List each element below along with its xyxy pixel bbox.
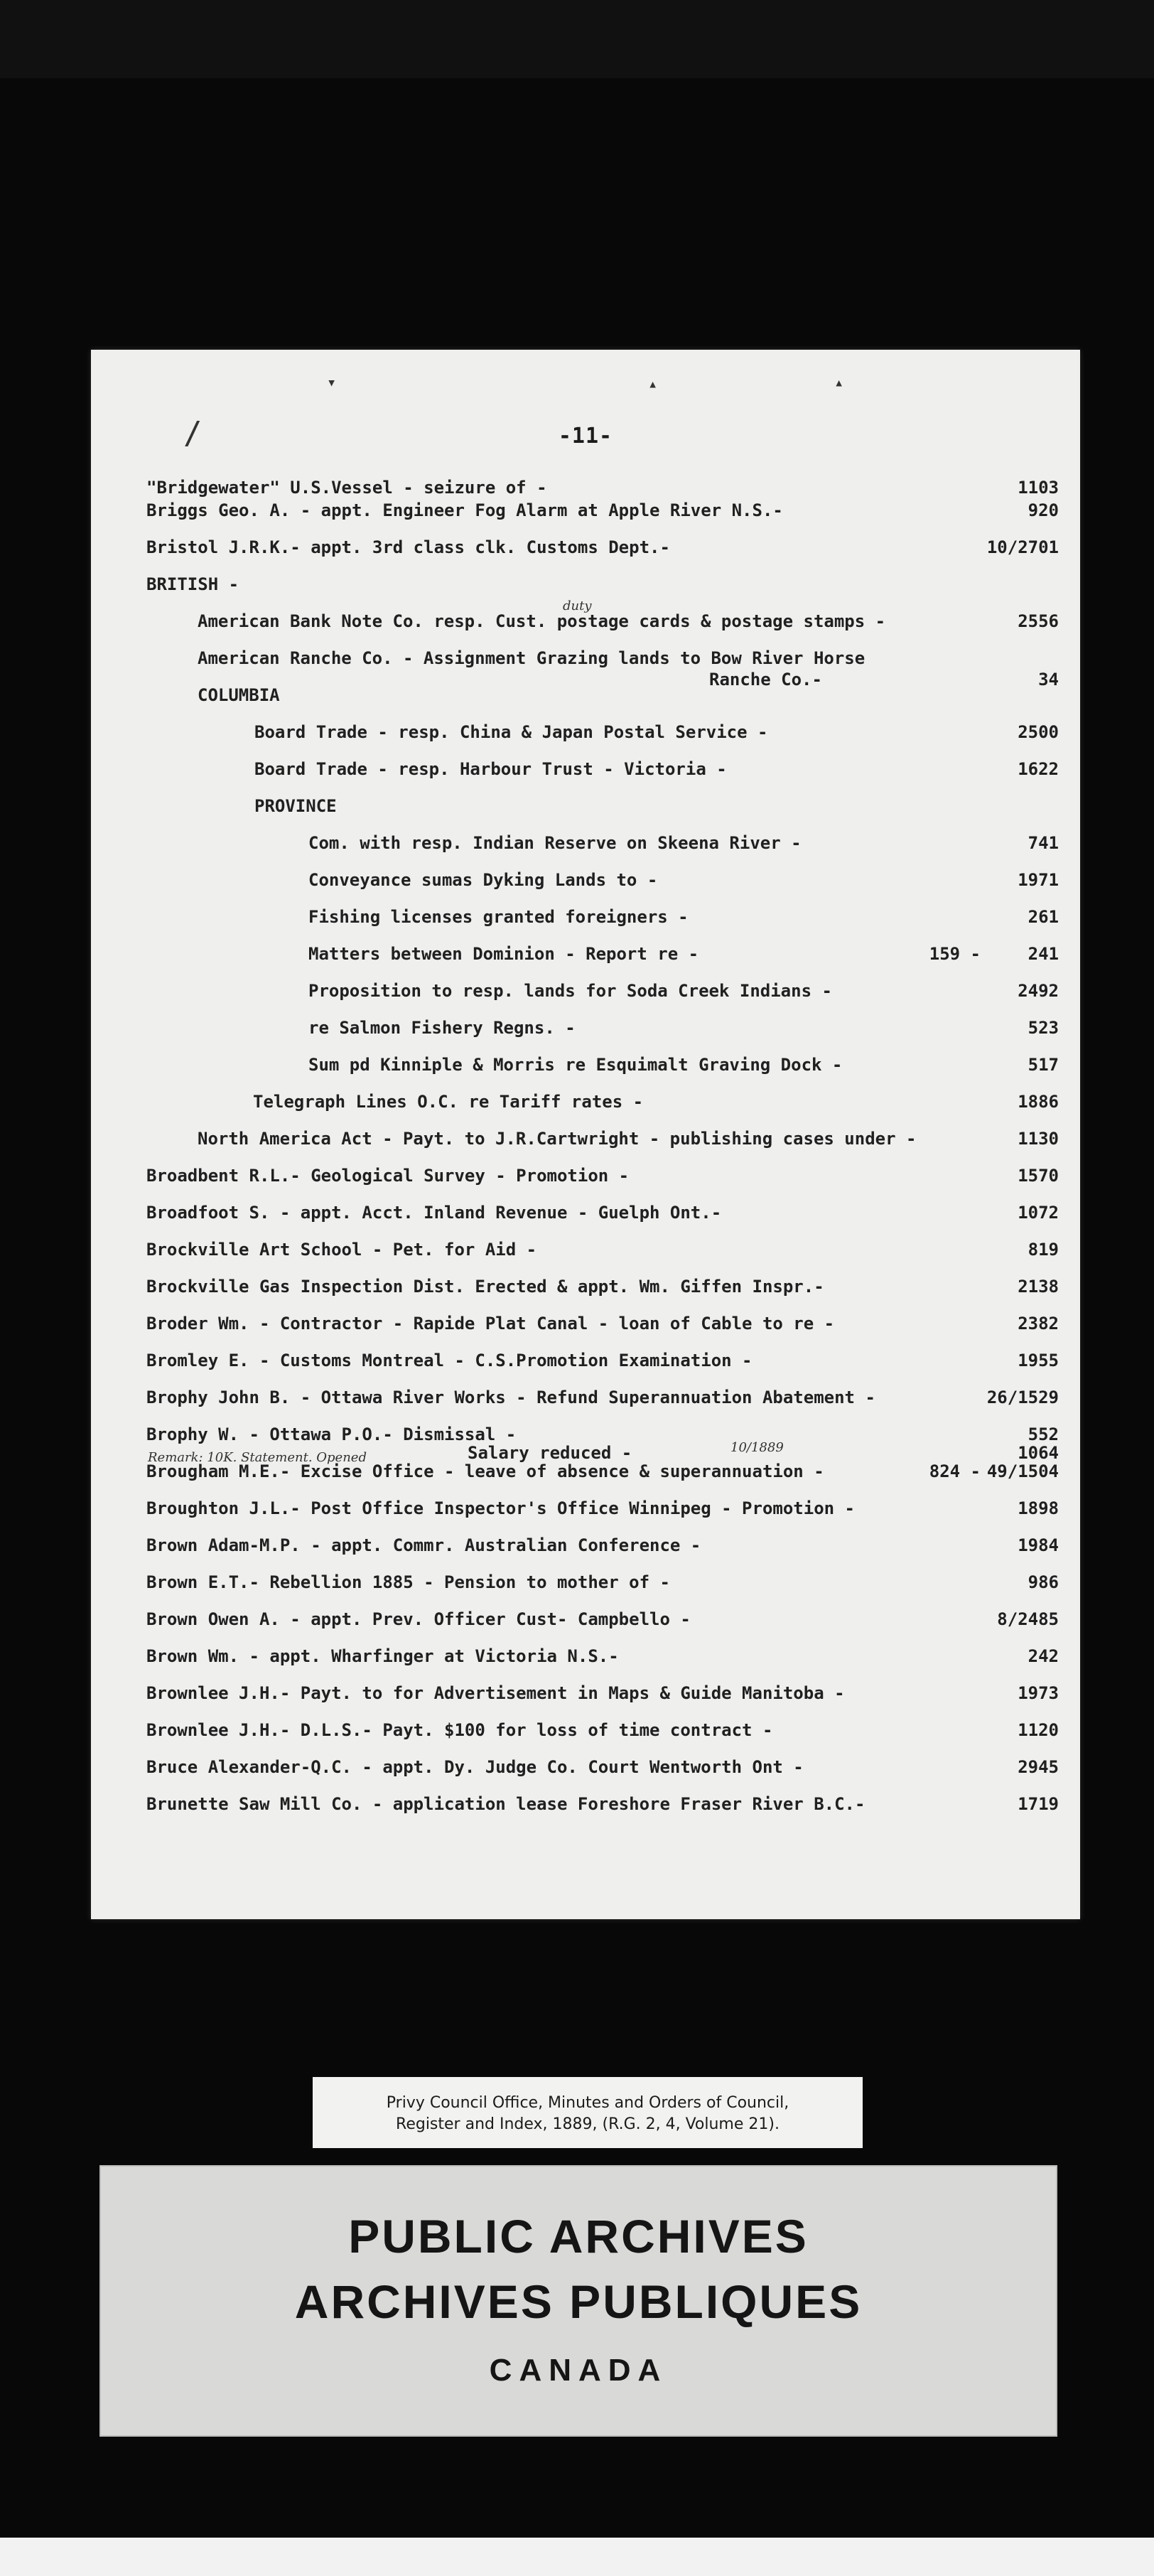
pencil-stroke-mark: / (183, 415, 203, 451)
entry-reference: 1130 (1018, 1129, 1059, 1149)
entry-reference: 1719 (1018, 1794, 1059, 1814)
entry-text: re Salmon Fishery Regns. - (308, 1018, 576, 1038)
index-entry (146, 1203, 1059, 1231)
index-entry (308, 870, 1059, 898)
entry-text: Broughton J.L.- Post Office Inspector's Office Winnipeg - Promotion - (146, 1498, 855, 1518)
entry-text: Brown Wm. - appt. Wharfinger at Victoria N.S.- (146, 1646, 619, 1666)
index-entry (198, 611, 1059, 640)
index-entry (253, 1092, 1059, 1120)
entry-text: Broder Wm. - Contractor - Rapide Plat Canal - loan of Cable to re - (146, 1314, 835, 1333)
index-entry (146, 1240, 1059, 1268)
index-entry (146, 1646, 1059, 1675)
archive-caption-card (313, 2077, 863, 2148)
entry-reference: 2945 (1018, 1757, 1059, 1777)
entry-text: COLUMBIA (198, 685, 280, 705)
entry-reference: 1886 (1018, 1092, 1059, 1112)
entry-reference: 1973 (1018, 1683, 1059, 1703)
entry-text: Sum pd Kinniple & Morris re Esquimalt Graving Dock - (308, 1055, 843, 1075)
index-entry (146, 1609, 1059, 1638)
film-edge-top (0, 0, 1154, 78)
margin-tick-mark: ▴ (648, 375, 658, 393)
entry-text: BRITISH - (146, 574, 239, 594)
stamp-line-english: PUBLIC ARCHIVES (348, 2210, 809, 2263)
entry-text: Brown Adam-M.P. - appt. Commr. Australian Conference - (146, 1535, 701, 1555)
index-entry (308, 1018, 1059, 1046)
entry-reference: 920 (1028, 500, 1059, 520)
entry-reference: 1072 (1018, 1203, 1059, 1223)
entry-reference: 1955 (1018, 1351, 1059, 1370)
archives-stamp (99, 2165, 1057, 2437)
entry-text: Bromley E. - Customs Montreal - C.S.Promotion Examination - (146, 1351, 753, 1370)
entry-text: Com. with resp. Indian Reserve on Skeena River - (308, 833, 802, 853)
handwritten-annotation-date: 10/1889 (730, 1440, 784, 1455)
entry-text: Broadbent R.L.- Geological Survey - Promotion - (146, 1166, 630, 1186)
index-entry (308, 1055, 1059, 1083)
entry-text: Brown E.T.- Rebellion 1885 - Pension to mother of - (146, 1572, 670, 1592)
index-entry (146, 1388, 1059, 1416)
entry-reference: 241 (1028, 944, 1059, 964)
entry-reference: 1570 (1018, 1166, 1059, 1186)
entry-reference: 242 (1028, 1646, 1059, 1666)
entry-reference: 2382 (1018, 1314, 1059, 1333)
entry-text: "Bridgewater" U.S.Vessel - seizure of - (146, 478, 547, 498)
entry-reference: 552 (1028, 1424, 1059, 1444)
entry-reference: 1103 (1018, 478, 1059, 498)
index-heading (198, 685, 1059, 714)
entry-reference: 261 (1028, 907, 1059, 927)
caption-line: Register and Index, 1889, (R.G. 2, 4, Volume 21). (396, 2115, 780, 2133)
entry-reference: 34 (1038, 670, 1059, 689)
entry-text: Bruce Alexander-Q.C. - appt. Dy. Judge Co. Court Wentworth Ont - (146, 1757, 804, 1777)
index-entry (146, 1572, 1059, 1601)
index-entry (146, 1720, 1059, 1749)
handwritten-annotation-duty: duty (563, 599, 592, 613)
entry-reference: 2138 (1018, 1277, 1059, 1297)
handwritten-annotation-note: Remark: 10K. Statement. Opened (148, 1450, 367, 1465)
index-heading (254, 796, 1059, 825)
index-entry (146, 1277, 1059, 1305)
entry-text: Matters between Dominion - Report re - (308, 944, 699, 964)
entry-reference: 517 (1028, 1055, 1059, 1075)
entry-reference: 49/1504 (986, 1461, 1059, 1481)
entry-text: American Bank Note Co. resp. Cust. postage cards & postage stamps - (198, 611, 886, 631)
index-entry (198, 1129, 1059, 1157)
entry-reference: 1971 (1018, 870, 1059, 890)
entry-text: Briggs Geo. A. - appt. Engineer Fog Alarm at Apple River N.S.- (146, 500, 783, 520)
entry-text: Brown Owen A. - appt. Prev. Officer Cust- Campbello - (146, 1609, 691, 1629)
index-entry (146, 500, 1059, 529)
stamp-line-country: CANADA (489, 2353, 668, 2388)
entry-text: Salary reduced - (468, 1443, 632, 1463)
entry-reference-secondary: 824 - (929, 1461, 981, 1481)
stamp-line-french: ARCHIVES PUBLIQUES (294, 2275, 863, 2328)
entry-text: Brockville Gas Inspection Dist. Erected & appt. Wm. Giffen Inspr.- (146, 1277, 824, 1297)
entry-text: Brougham M.E.- Excise Office - leave of absence & superannuation - (146, 1461, 824, 1481)
entry-text: Brunette Saw Mill Co. - application lease Foreshore Fraser River B.C.- (146, 1794, 866, 1814)
entry-reference: 741 (1028, 833, 1059, 853)
margin-tick-mark: ▴ (834, 374, 844, 392)
index-entry (146, 1683, 1059, 1712)
entry-text: Telegraph Lines O.C. re Tariff rates - (253, 1092, 644, 1112)
entry-text: PROVINCE (254, 796, 337, 816)
entry-reference-secondary: 159 - (929, 944, 981, 964)
entry-text: Board Trade - resp. Harbour Trust - Victoria - (254, 759, 727, 779)
entry-text: North America Act - Payt. to J.R.Cartwright - publishing cases under - (198, 1129, 917, 1149)
index-entry (308, 981, 1059, 1009)
entry-reference: 2492 (1018, 981, 1059, 1001)
entry-text: Brophy W. - Ottawa P.O.- Dismissal - (146, 1424, 517, 1444)
caption-line: Privy Council Office, Minutes and Orders of Council, (386, 2094, 789, 2112)
index-entry (146, 1461, 1059, 1490)
entry-text: Ranche Co.- (709, 670, 822, 689)
index-entry (146, 1757, 1059, 1786)
index-entry (254, 759, 1059, 788)
page-number: -11- (558, 424, 613, 449)
entry-text: Fishing licenses granted foreigners - (308, 907, 689, 927)
entry-text: Brownlee J.H.- D.L.S.- Payt. $100 for loss of time contract - (146, 1720, 773, 1740)
entry-reference: 1064 (1018, 1443, 1059, 1463)
entry-text: Bristol J.R.K.- appt. 3rd class clk. Customs Dept.- (146, 537, 670, 557)
entry-reference: 10/2701 (986, 537, 1059, 557)
index-entry (146, 1314, 1059, 1342)
entry-text: Brockville Art School - Pet. for Aid - (146, 1240, 537, 1260)
index-entry (146, 1351, 1059, 1379)
index-entry (146, 1166, 1059, 1194)
entry-text: Broadfoot S. - appt. Acct. Inland Revenue - Guelph Ont.- (146, 1203, 722, 1223)
document-page (91, 350, 1080, 1919)
entry-reference: 819 (1028, 1240, 1059, 1260)
margin-tick-mark: ▾ (327, 374, 337, 392)
entry-reference: 1120 (1018, 1720, 1059, 1740)
index-entry (308, 944, 1059, 972)
index-entry (146, 1794, 1059, 1823)
entry-text: American Ranche Co. - Assignment Grazing lands to Bow River Horse (198, 648, 866, 668)
index-entry (146, 1498, 1059, 1527)
entry-text: Proposition to resp. lands for Soda Creek Indians - (308, 981, 832, 1001)
entry-reference: 1622 (1018, 759, 1059, 779)
scanner-bottom-strip (0, 2538, 1154, 2576)
entry-reference: 2556 (1018, 611, 1059, 631)
index-entry (254, 722, 1059, 751)
entry-text: Brophy John B. - Ottawa River Works - Refund Superannuation Abatement - (146, 1388, 875, 1407)
entry-reference: 26/1529 (986, 1388, 1059, 1407)
entry-text: Brownlee J.H.- Payt. to for Advertisement in Maps & Guide Manitoba - (146, 1683, 845, 1703)
index-heading (146, 574, 1059, 603)
entry-text: Board Trade - resp. China & Japan Postal Service - (254, 722, 768, 742)
index-entry (146, 537, 1059, 566)
entry-reference: 2500 (1018, 722, 1059, 742)
index-entry (146, 1535, 1059, 1564)
entry-reference: 523 (1028, 1018, 1059, 1038)
index-entry (308, 907, 1059, 935)
entry-reference: 8/2485 (997, 1609, 1059, 1629)
index-entry (308, 833, 1059, 862)
entry-text: Conveyance sumas Dyking Lands to - (308, 870, 658, 890)
entry-reference: 1898 (1018, 1498, 1059, 1518)
entry-reference: 986 (1028, 1572, 1059, 1592)
entry-reference: 1984 (1018, 1535, 1059, 1555)
